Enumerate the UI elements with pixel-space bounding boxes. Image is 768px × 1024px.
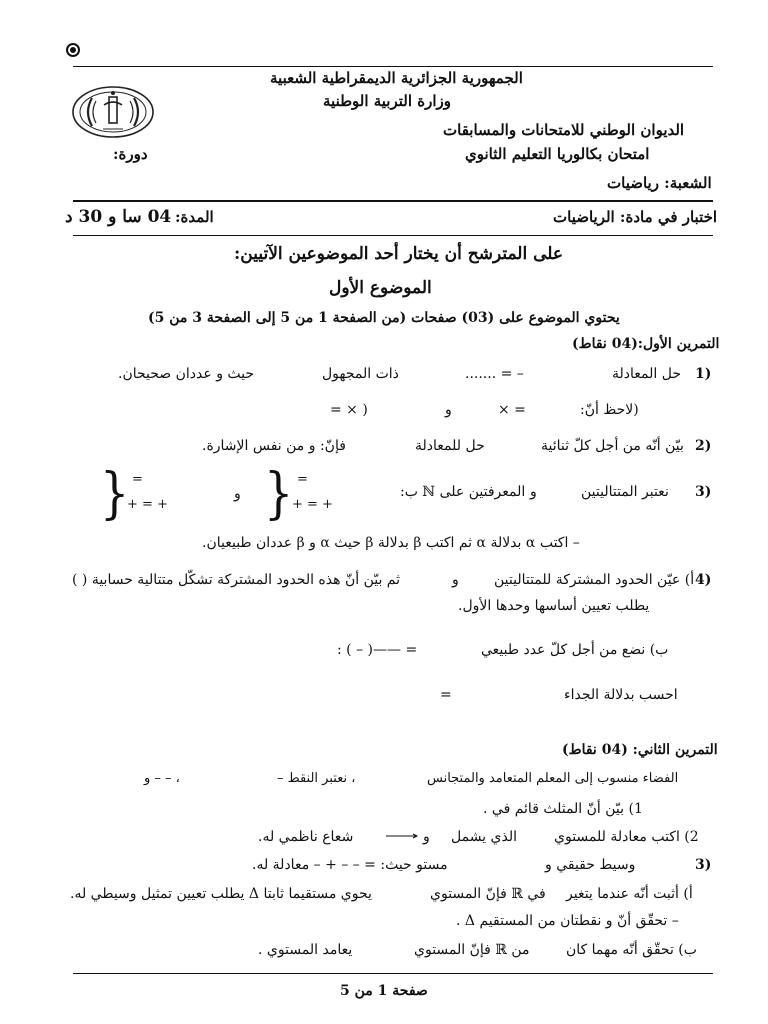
q3-text-a: نعتبر المتتاليتين — [581, 484, 669, 500]
ex2-q3-a: وسيط حقيقي و — [545, 857, 636, 873]
q2-text-a: بيّن أنّه من أجل كلّ ثنائية — [541, 438, 684, 454]
q4-text-b: و — [452, 572, 459, 588]
session-label: دورة: — [113, 145, 148, 163]
ex2-q3-b: مستو حيث: = – – + – معادلة له. — [252, 857, 448, 873]
top-divider — [73, 66, 713, 67]
duration-value: 04 سا و 30 د — [65, 207, 172, 227]
ex2-q2-b: الذي يشمل — [451, 829, 517, 845]
branch-label: الشعبة: رياضيات — [607, 174, 712, 192]
ex2-q3a-c: يحوي مستقيما ثابتا Δ يطلب تعيين تمثيل وسيطي له. — [70, 886, 372, 902]
q4-text-a: أ) عيّن الحدود المشتركة للمتتاليتين — [494, 572, 695, 588]
system-1-brace: { — [100, 460, 130, 526]
note-c: و — [445, 402, 452, 418]
ex2-q1: 1) بيّن أنّ المثلث قائم في . — [483, 801, 643, 817]
q1-number: 1) — [695, 366, 712, 382]
exam-title: امتحان بكالوريا التعليم الثانوي — [465, 145, 650, 163]
q4b-formula: : ( – )—— = — [337, 642, 418, 658]
footer-divider — [73, 973, 713, 974]
ex2-q3-number: 3) — [695, 857, 712, 873]
page-number: صفحة 1 من 5 — [340, 983, 428, 999]
ex2-q2-a: 2) اكتب معادلة للمستوي — [554, 829, 699, 845]
note-d: = × ) — [330, 402, 368, 418]
system-2-line-2: + = + — [292, 497, 333, 512]
q3-subquestion: – اكتب α بدلالة α ثم اكتب β بدلالة β حيث α و β عددان طبيعيان. — [202, 535, 580, 551]
q3-text-c: المعرفتين على ℕ ب: — [400, 484, 526, 500]
ex2-q3a-sub: – تحقّق أنّ و نقطتان من المستقيم Δ . — [456, 913, 679, 929]
q1-text-d: حيث و عددان صحيحان. — [118, 366, 255, 382]
header-divider-thick — [73, 200, 713, 202]
republic-title: الجمهورية الجزائرية الديمقراطية الشعبية — [270, 69, 523, 87]
q4b-text-a: ب) نضع من أجل كلّ عدد طبيعي — [481, 642, 669, 658]
q1-equation: ....... = – — [465, 366, 524, 382]
ex2-q3b-b: من ℝ فإنّ المستوي — [414, 942, 530, 958]
topic-title: الموضوع الأول — [329, 278, 432, 298]
system-2-line-1: = — [297, 472, 308, 487]
ex2-q2-d: شعاع ناظمي له. — [258, 829, 354, 845]
subject-label: اختبار في مادة: الرياضيات — [553, 208, 718, 226]
space-text-c: ، – – و — [144, 771, 180, 786]
q4b-text-c: احسب بدلالة الجداء — [564, 687, 678, 703]
q3-text-b: و — [530, 484, 537, 500]
ex2-q3a-b: في ℝ فإنّ المستوي — [430, 886, 546, 902]
choose-instruction: على المترشح أن يختار أحد الموضوعين الآتيين: — [234, 244, 564, 264]
space-text-a: الفضاء منسوب إلى المعلم المتعامد والمتجانس — [427, 771, 679, 786]
exercise-2-title: التمرين الثاني: (04 نقاط) — [562, 742, 718, 758]
exercise-1-title: التمرين الأول:(04 نقاط) — [572, 336, 720, 352]
system-1-line-1: = — [132, 472, 143, 487]
q4-text-c: ثم بيّن أنّ هذه الحدود المشتركة تشكّل متتالية حسابية ( ) — [72, 572, 401, 588]
subject-divider — [73, 235, 713, 236]
national-emblem-logo — [70, 84, 156, 140]
q1-text-a: حل المعادلة — [612, 366, 681, 382]
space-text-b: ، نعتبر النقط – — [277, 771, 356, 786]
office-title: الديوان الوطني للامتحانات والمسابقات — [443, 121, 685, 139]
duration-label: المدة: — [175, 208, 214, 226]
vector-arrow-icon — [385, 824, 419, 830]
system-2-brace: { — [264, 460, 294, 526]
q4b-text-d: = — [440, 687, 452, 703]
ex2-q3b-a: ب) تحقّق أنّه مهما كان — [566, 942, 697, 958]
ex2-q2-c: و — [423, 829, 430, 845]
q3-number: 3) — [695, 484, 712, 500]
note-a: (لاحظ أنّ: — [580, 402, 639, 418]
note-b: × = — [498, 402, 526, 418]
q1-text-c: ذات المجهول — [322, 366, 399, 382]
q4-text-d: يطلب تعيين أساسها وحدها الأول. — [458, 598, 650, 614]
q2-text-b: حل للمعادلة — [415, 438, 485, 454]
ex2-q3a-a: أ) أثبت أنّه عندما يتغير — [566, 886, 693, 902]
q4-number: 4) — [695, 572, 712, 588]
q2-number: 2) — [695, 438, 712, 454]
ministry-title: وزارة التربية الوطنية — [323, 92, 452, 110]
pages-note: يحتوي الموضوع على (03) صفحات (من الصفحة 1 من 5 إلى الصفحة 3 من 5) — [148, 310, 620, 326]
ex2-q3b-c: يعامد المستوي . — [258, 942, 353, 958]
system-1-line-2: + = + — [127, 497, 168, 512]
record-mark-icon — [66, 43, 80, 57]
systems-and: و — [234, 486, 241, 502]
q2-text-c: فإنّ: و من نفس الإشارة. — [202, 438, 346, 454]
